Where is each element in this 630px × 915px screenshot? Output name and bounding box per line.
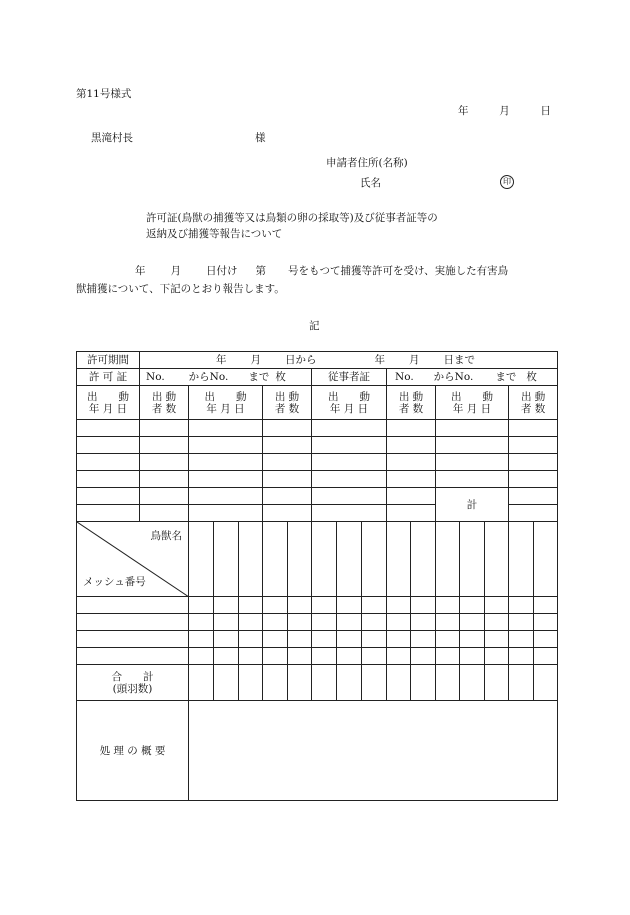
applicant-address-label: 申請者住所(名称) — [326, 157, 408, 169]
body-dai: 第 — [255, 265, 266, 277]
addressee-name: 黒滝村長 — [91, 132, 133, 144]
period-row — [77, 352, 558, 369]
permit-from-no: からNo. — [188, 371, 229, 383]
summary-label: 処 理 の 概 要 — [77, 701, 189, 801]
summary-value — [189, 701, 558, 801]
date-day: 日 — [540, 105, 551, 117]
period-label: 許可期間 — [77, 352, 140, 369]
date-header-3: 出 動 年 月 日 — [312, 386, 387, 420]
species-mesh-header — [77, 522, 189, 597]
count-header-2: 出 動 者 数 — [263, 386, 312, 420]
worker-made: まで — [495, 371, 517, 383]
table-row — [77, 597, 558, 614]
permit-label: 許 可 証 — [77, 369, 140, 386]
form-number: 第11号様式 — [76, 88, 132, 100]
mesh-label: メッシュ番号 — [83, 576, 146, 588]
date-header-4: 出 動 年 月 日 — [436, 386, 509, 420]
permit-row — [77, 369, 558, 386]
subject-line-2: 返納及び捕獲等報告について — [146, 228, 283, 240]
count-header-1: 出 動 者 数 — [140, 386, 189, 420]
applicant-name-label: 氏名 — [360, 177, 381, 189]
subject-line-1: 許可証(鳥獣の捕獲等又は鳥類の卵の採取等)及び従事者証等の — [146, 212, 438, 224]
date-year: 年 — [458, 105, 469, 117]
ki-heading: 記 — [309, 320, 320, 332]
body-line-1 — [76, 263, 508, 278]
worker-no: No. — [395, 371, 414, 383]
worker-range — [387, 369, 558, 386]
body-rest: 号をもつて捕獲等許可を受け、実施した有害鳥 — [288, 265, 509, 277]
period-to-year: 年 — [374, 354, 385, 366]
date-header-1: 出 動 年 月 日 — [77, 386, 140, 420]
date-header-2: 出 動 年 月 日 — [189, 386, 263, 420]
permit-no: No. — [146, 371, 165, 383]
report-table — [76, 351, 558, 801]
species-label: 鳥獣名 — [150, 530, 182, 542]
worker-from-no: からNo. — [433, 371, 474, 383]
table-row — [77, 454, 558, 471]
count-header-3: 出 動 者 数 — [387, 386, 436, 420]
subtotal-label: 計 — [436, 488, 509, 522]
period-to-month: 月 — [409, 354, 420, 366]
body-date: 日付け — [206, 265, 238, 277]
period-from-month: 月 — [250, 354, 261, 366]
date-month: 月 — [499, 105, 510, 117]
period-value — [140, 352, 558, 369]
count-header-4: 出 動 者 数 — [509, 386, 558, 420]
period-to-day: 日まで — [443, 354, 475, 366]
table-row — [77, 648, 558, 665]
addressee-honorific: 様 — [255, 132, 266, 144]
worker-mai: 枚 — [526, 371, 537, 383]
summary-row — [77, 701, 558, 801]
grand-total-row — [77, 665, 558, 701]
period-from-year: 年 — [216, 354, 227, 366]
period-from-day: 日から — [285, 354, 317, 366]
table-row — [77, 437, 558, 454]
species-row — [77, 522, 558, 597]
seal-mark — [500, 175, 514, 189]
permit-range — [140, 369, 312, 386]
table-row — [77, 471, 558, 488]
worker-label: 従事者証 — [312, 369, 387, 386]
date-line — [458, 103, 551, 118]
header-row — [77, 386, 558, 420]
body-month: 月 — [170, 265, 181, 277]
seal-icon: 印 — [500, 175, 514, 189]
table-row — [77, 420, 558, 437]
table-row — [77, 631, 558, 648]
grand-total-label: 合 計 (頭羽数) — [77, 665, 189, 701]
permit-mai: 枚 — [275, 371, 286, 383]
body-year: 年 — [135, 265, 146, 277]
table-row — [77, 614, 558, 631]
table-row — [77, 488, 558, 505]
permit-made: まで — [248, 371, 270, 383]
body-line-2: 獣捕獲について、下記のとおり報告します。 — [76, 283, 285, 295]
